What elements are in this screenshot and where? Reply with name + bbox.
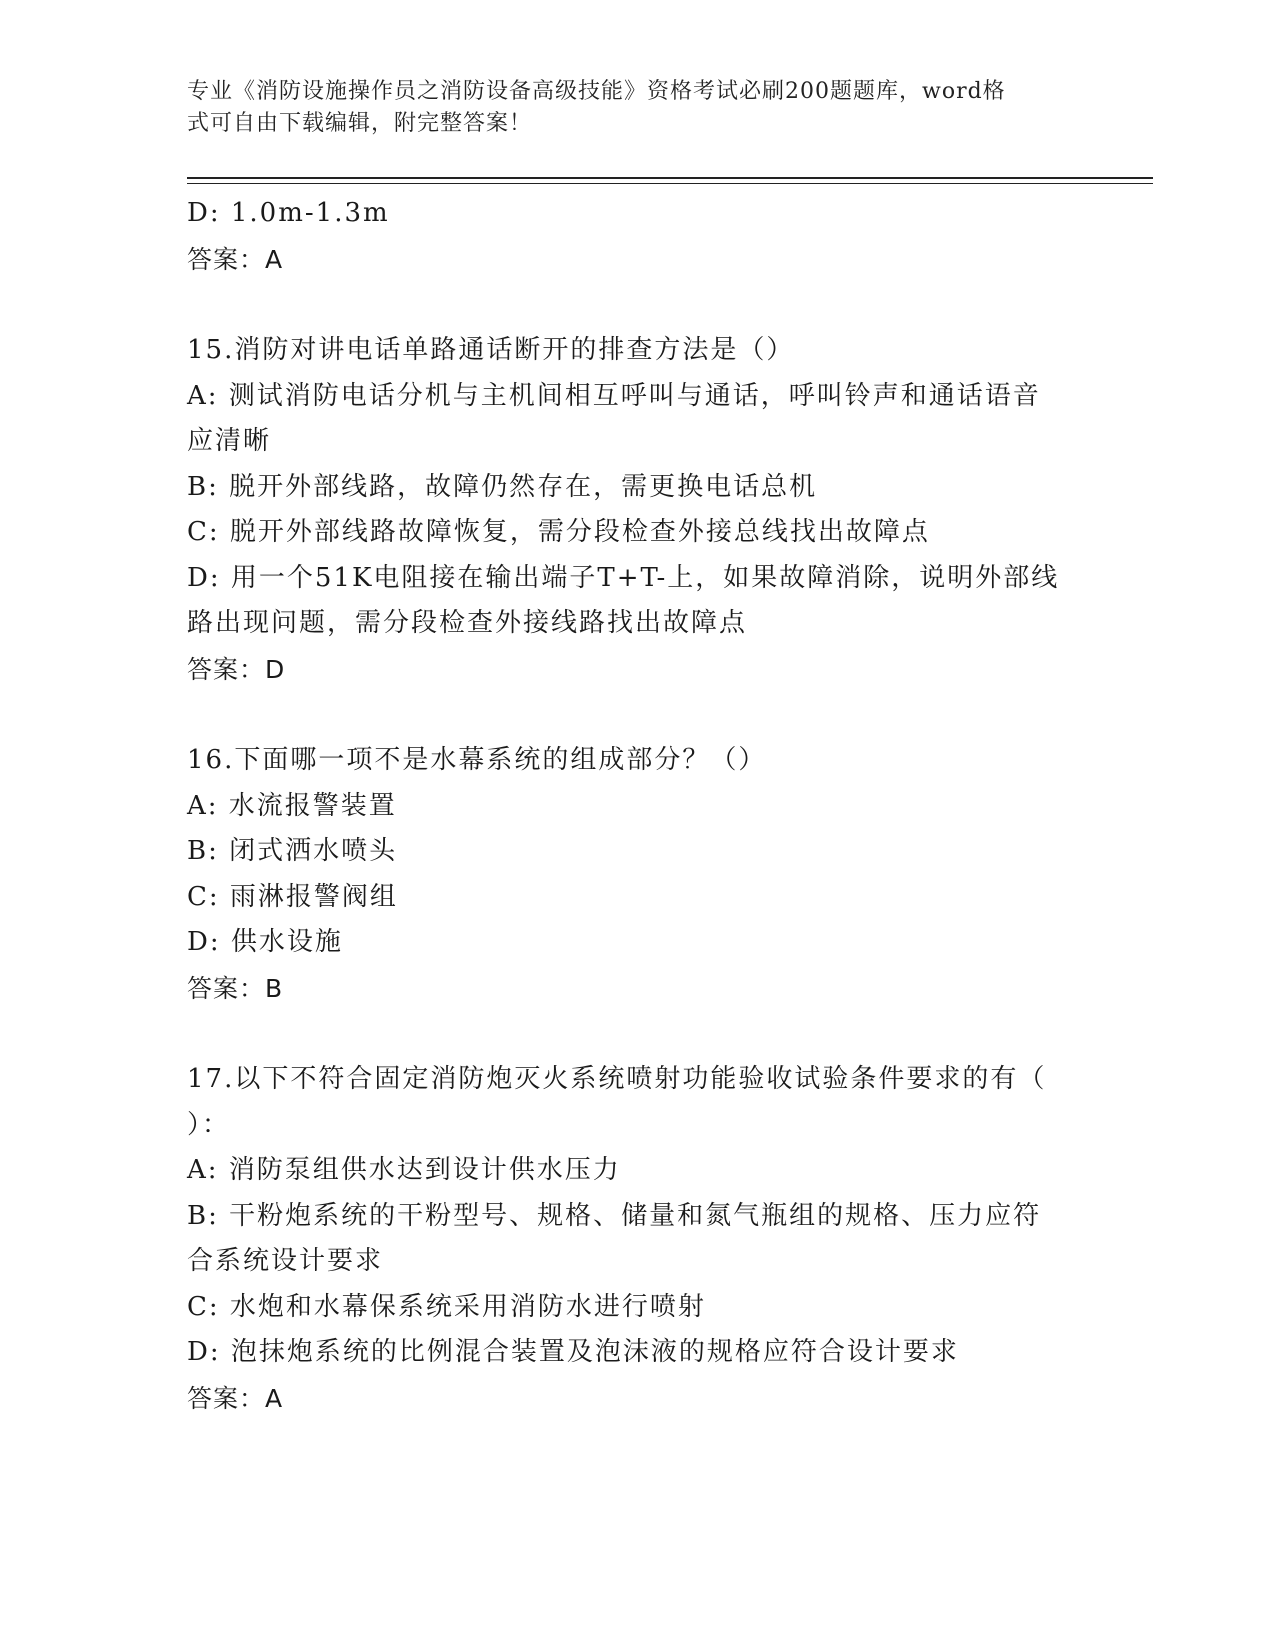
option-b: B: 闭式洒水喷头 [187,836,398,866]
option-a: A: 水流报警装置 [187,790,397,821]
spacer [187,692,1087,738]
option-d: D: 供水设施 [187,927,343,957]
document-body [187,191,1087,1421]
question-text-line-2: ）： [187,1109,231,1140]
header-divider-thin [187,183,1153,184]
question-block-15 [187,328,1087,692]
option-c: C: 水炮和水幕保系统采用消防水进行喷射 [187,1291,706,1322]
spacer [187,1011,1087,1057]
option-a-line-1: A: 测试消防电话分机与主机间相互呼叫与通话，呼叫铃声和通话语音 [187,380,1041,411]
header-divider-thick [187,177,1153,179]
answer-line: 答案：A [187,244,284,274]
option-d: D: 泡抹炮系统的比例混合装置及泡沫液的规格应符合设计要求 [187,1337,959,1367]
header-line-2: 式可自由下载编辑，附完整答案！ [187,111,533,136]
option-b: B: 脱开外部线路，故障仍然存在，需更换电话总机 [187,471,818,502]
option-d: D: 1.0m-1.3m [187,198,390,228]
question-text-line-1: 17.以下不符合固定消防炮灭火系统喷射功能验收试验条件要求的有（ [187,1064,1047,1094]
option-c: C: 脱开外部线路故障恢复，需分段检查外接总线找出故障点 [187,517,930,547]
option-b-line-2: 合系统设计要求 [187,1246,384,1276]
question-block-17 [187,1057,1087,1421]
question-block-14 [187,191,1087,282]
option-b-line-1: B: 干粉炮系统的干粉型号、规格、储量和氮气瓶组的规格、压力应符 [187,1200,1042,1231]
spacer [187,282,1087,328]
header-line-1: 专业《消防设施操作员之消防设备高级技能》资格考试必刷200题题库，word格 [187,79,1006,104]
answer-line: 答案：B [187,973,284,1003]
document-header [187,76,1067,140]
option-d-line-2: 路出现问题，需分段检查外接线路找出故障点 [187,608,748,638]
option-a-line-2: 应清晰 [187,426,272,456]
answer-line: 答案：A [187,1383,284,1413]
option-d-line-1: D: 用一个51K电阻接在输出端子T+T-上，如果故障消除，说明外部线 [187,562,1060,593]
question-block-16 [187,738,1087,1011]
option-a: A: 消防泵组供水达到设计供水压力 [187,1155,621,1185]
answer-line: 答案：D [187,654,286,684]
option-c: C: 雨淋报警阀组 [187,881,398,912]
question-text: 16.下面哪一项不是水幕系统的组成部分？（） [187,745,767,775]
question-text: 15.消防对讲电话单路通话断开的排查方法是（） [187,335,795,365]
